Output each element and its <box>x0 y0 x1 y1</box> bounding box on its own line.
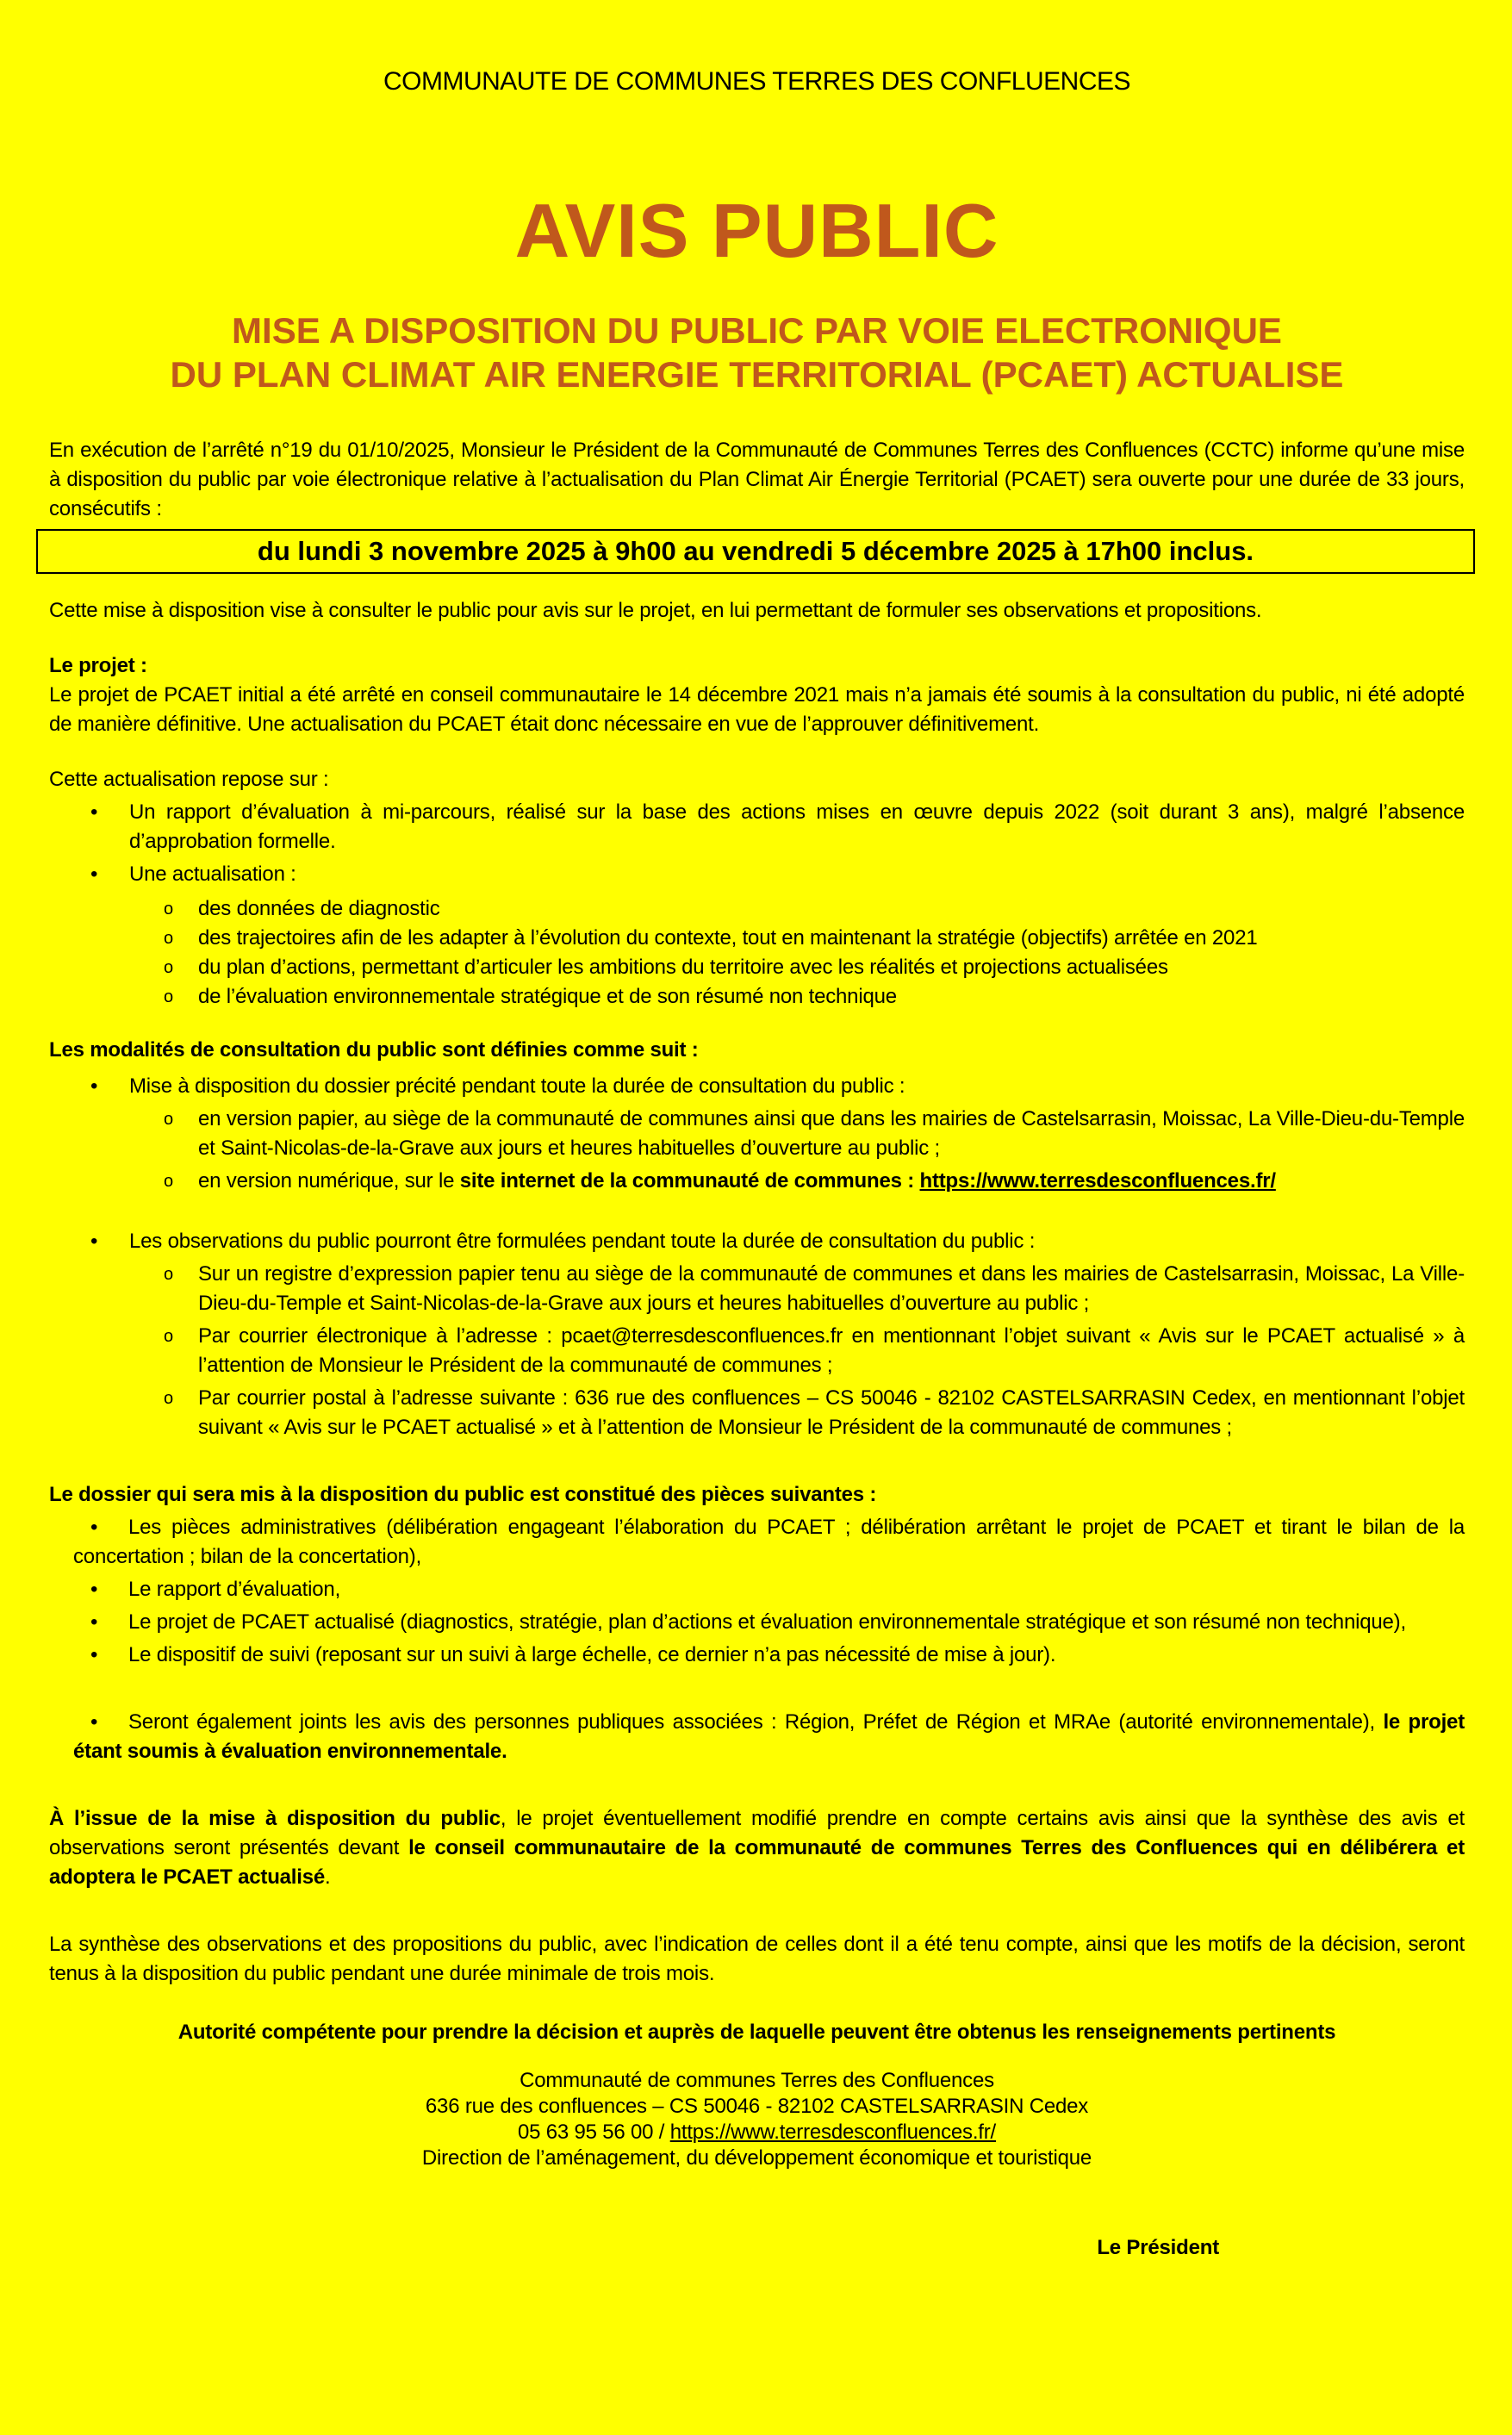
list-item <box>49 955 1465 981</box>
list-item <box>49 1167 1465 1196</box>
page-title: AVIS PUBLIC <box>514 188 999 273</box>
list-item <box>49 925 1465 951</box>
bullet-marker: • <box>90 1516 98 1540</box>
list-item <box>49 1384 1465 1442</box>
date-banner <box>36 529 1475 574</box>
list-item <box>49 860 1465 889</box>
notice-subtitle <box>49 308 1465 396</box>
modalites-section-heading: Les modalités de consultation du public sont définies comme suit : <box>49 1038 699 1062</box>
website-link[interactable]: https://www.terresdesconfluences.fr/ <box>919 1169 1276 1193</box>
contact-block <box>49 2068 1465 2171</box>
bullet-marker: • <box>90 1610 98 1635</box>
subtitle-line-2: DU PLAN CLIMAT AIR ENERGIE TERRITORIAL (PCAET) ACTUALISE <box>170 354 1344 395</box>
list-item <box>49 1575 1465 1604</box>
issue-paragraph <box>49 1804 1465 1892</box>
list-item <box>49 1641 1465 1670</box>
subtitle-line-1: MISE A DISPOSITION DU PUBLIC PAR VOIE ELECTRONIQUE <box>232 310 1282 351</box>
list-item <box>49 1708 1465 1766</box>
list-item <box>49 1105 1465 1163</box>
list-item-text: Le dispositif de suivi (reposant sur un suivi à large échelle, ce dernier n’a pas nécessité de mise à jour). <box>128 1643 1056 1667</box>
email-outro-text: en mentionnant l’objet suivant « Avis sur le PCAET actualisé » à l’attention de Monsieur le Président de la communauté de communes ; <box>198 1324 1465 1378</box>
contact-department: Direction de l’aménagement, du développement économique et touristique <box>421 2146 1092 2170</box>
organization-header: COMMUNAUTE DE COMMUNES TERRES DES CONFLUENCES <box>383 67 1131 96</box>
list-item-text: Les observations du public pourront être formulées pendant toute la durée de consultation du public : <box>129 1230 1036 1254</box>
circle-marker: o <box>164 1110 173 1130</box>
list-item-text <box>198 1322 1465 1380</box>
joint-avis-bold-text: le projet étant soumis à évaluation environnementale. <box>73 1710 1465 1764</box>
list-item-text: Par courrier postal à l’adresse suivante : 636 rue des confluences – CS 50046 - 82102 CASTELSARRASIN Cedex, en mentionnant l’objet suivant « Avis sur le PCAET actualisé » et à l’attention de Monsieur le Président de la communauté de communes ; <box>198 1386 1465 1440</box>
list-item-text: en version papier, au siège de la communauté de communes ainsi que dans les mairies de Castelsarrasin, Moissac, La Ville-Dieu-du-Temple et Saint-Nicolas-de-la-Grave aux jours et heures habituelles d’ouverture au public ; <box>198 1107 1465 1161</box>
bullet-marker: • <box>90 1074 98 1099</box>
list-item <box>49 1260 1465 1318</box>
bullet-marker: • <box>90 1230 98 1254</box>
list-item <box>49 896 1465 922</box>
circle-marker: o <box>164 1172 173 1192</box>
circle-marker: o <box>164 958 173 978</box>
list-item-text: Sur un registre d’expression papier tenu au siège de la communauté de communes et dans les mairies de Castelsarrasin, Moissac, La Ville-Dieu-du-Temple et Saint-Nicolas-de-la-Grave aux jours et heures habituelles d’ouverture au public ; <box>198 1262 1465 1316</box>
list-item-text: Les pièces administratives (délibération engageant l’élaboration du PCAET ; délibération arrêtant le projet de PCAET et tirant le bilan de la concertation ; bilan de la concertation), <box>73 1516 1465 1569</box>
bullet-marker: • <box>90 863 98 887</box>
actualisation-sub-list <box>49 896 1465 1010</box>
bullet-marker: • <box>90 800 98 825</box>
bullet-marker: • <box>90 1578 98 1602</box>
project-paragraph: Le projet de PCAET initial a été arrêté en conseil communautaire le 14 décembre 2021 mais n’a jamais été soumis à la consultation du public, ni été adopté de manière définitive. Une actualisation du PCAET était donc nécessaire en vue de l’approuver définitivement. <box>49 683 1465 737</box>
list-item <box>49 1513 1465 1572</box>
consultation-note: Cette mise à disposition vise à consulter le public pour avis sur le projet, en lui permettant de formuler ses observations et propositions. <box>49 599 1262 623</box>
list-item-text: Le rapport d’évaluation, <box>128 1578 341 1602</box>
email-address: pcaet@terresdesconfluences.fr <box>561 1324 843 1348</box>
list-item-text: de l’évaluation environnementale stratégique et de son résumé non technique <box>198 985 897 1009</box>
website-label: site internet de la communauté de communes : <box>459 1169 920 1193</box>
list-item-text: Le projet de PCAET actualisé (diagnostics, stratégie, plan d’actions et évaluation environnementale stratégique et son résumé non technique), <box>128 1610 1406 1635</box>
dossier-section-heading: Le dossier qui sera mis à la disposition du public est constitué des pièces suivantes : <box>49 1483 877 1507</box>
actualisation-intro: Cette actualisation repose sur : <box>49 768 329 792</box>
list-item <box>49 984 1465 1010</box>
contact-phone: 05 63 95 56 00 / <box>517 2121 670 2145</box>
circle-marker: o <box>164 987 173 1007</box>
contact-address: 636 rue des confluences – CS 50046 - 82102 CASTELSARRASIN Cedex <box>425 2095 1089 2119</box>
authority-heading: Autorité compétente pour prendre la décision et auprès de laquelle peuvent être obtenus les renseignements pertinents <box>177 2021 1336 2045</box>
circle-marker: o <box>164 929 173 949</box>
president-signature: Le Président <box>1097 2236 1219 2260</box>
contact-phone-line <box>49 2120 1465 2145</box>
contact-website-link[interactable]: https://www.terresdesconfluences.fr/ <box>669 2121 997 2145</box>
list-item-text: Mise à disposition du dossier précité pendant toute la durée de consultation du public : <box>129 1074 905 1099</box>
list-item-text: Un rapport d’évaluation à mi-parcours, réalisé sur la base des actions mises en œuvre depuis 2022 (soit durant 3 ans), malgré l’absence d’approbation formelle. <box>129 800 1465 854</box>
issue-bold-council: le conseil communautaire de la communauté de communes Terres des Confluences qui en délibérera et adoptera le PCAET actualisé <box>49 1836 1465 1890</box>
bullet-marker: • <box>90 1710 98 1734</box>
issue-text-1: , le projet éventuellement modifié prendre en compte certains avis ainsi que la synthèse des avis et observations seront présentés devant <box>49 1807 1465 1860</box>
list-item <box>49 798 1465 856</box>
circle-marker: o <box>164 1389 173 1409</box>
contact-organization: Communauté de communes Terres des Confluences <box>520 2069 994 2093</box>
list-item-text: Une actualisation : <box>129 863 296 887</box>
circle-marker: o <box>164 1265 173 1285</box>
list-item-text <box>198 1167 1465 1196</box>
issue-bold-lead: À l’issue de la mise à disposition du public <box>49 1807 501 1831</box>
joint-avis-text: Seront également joints les avis des personnes publiques associées : Région, Préfet de Région et MRAe (autorité environnementale), <box>128 1710 1384 1734</box>
list-item-text: du plan d’actions, permettant d’articuler les ambitions du territoire avec les réalités et projections actualisées <box>198 956 1168 980</box>
list-item <box>49 1227 1465 1256</box>
circle-marker: o <box>164 900 173 919</box>
email-intro-text: Par courrier électronique à l’adresse : <box>198 1324 562 1348</box>
list-item <box>49 1322 1465 1380</box>
synthesis-paragraph: La synthèse des observations et des propositions du public, avec l’indication de celles dont il a été tenu compte, ainsi que les motifs de la décision, seront tenus à la disposition du public pendant une durée minimale de trois mois. <box>49 1933 1465 1986</box>
digital-version-text: en version numérique, sur le <box>198 1169 460 1193</box>
date-banner-text: du lundi 3 novembre 2025 à 9h00 au vendredi 5 décembre 2025 à 17h00 inclus. <box>257 536 1254 567</box>
project-section-heading: Le projet : <box>49 654 147 678</box>
list-item-text: des données de diagnostic <box>198 897 440 921</box>
list-item-text: des trajectoires afin de les adapter à l’évolution du contexte, tout en maintenant la stratégie (objectifs) arrêtée en 2021 <box>198 926 1258 950</box>
bullet-marker: • <box>90 1643 98 1667</box>
intro-paragraph: En exécution de l’arrêté n°19 du 01/10/2025, Monsieur le Président de la Communauté de Communes Terres des Confluences (CCTC) informe qu’une mise à disposition du public par voie électronique relative à l’actualisation du Plan Climat Air Énergie Territorial (PCAET) sera ouverte pour une durée de 33 jours, consécutifs : <box>49 439 1465 521</box>
issue-text-2: . <box>325 1865 331 1890</box>
circle-marker: o <box>164 1327 173 1347</box>
list-item <box>49 1608 1465 1637</box>
list-item <box>49 1072 1465 1101</box>
